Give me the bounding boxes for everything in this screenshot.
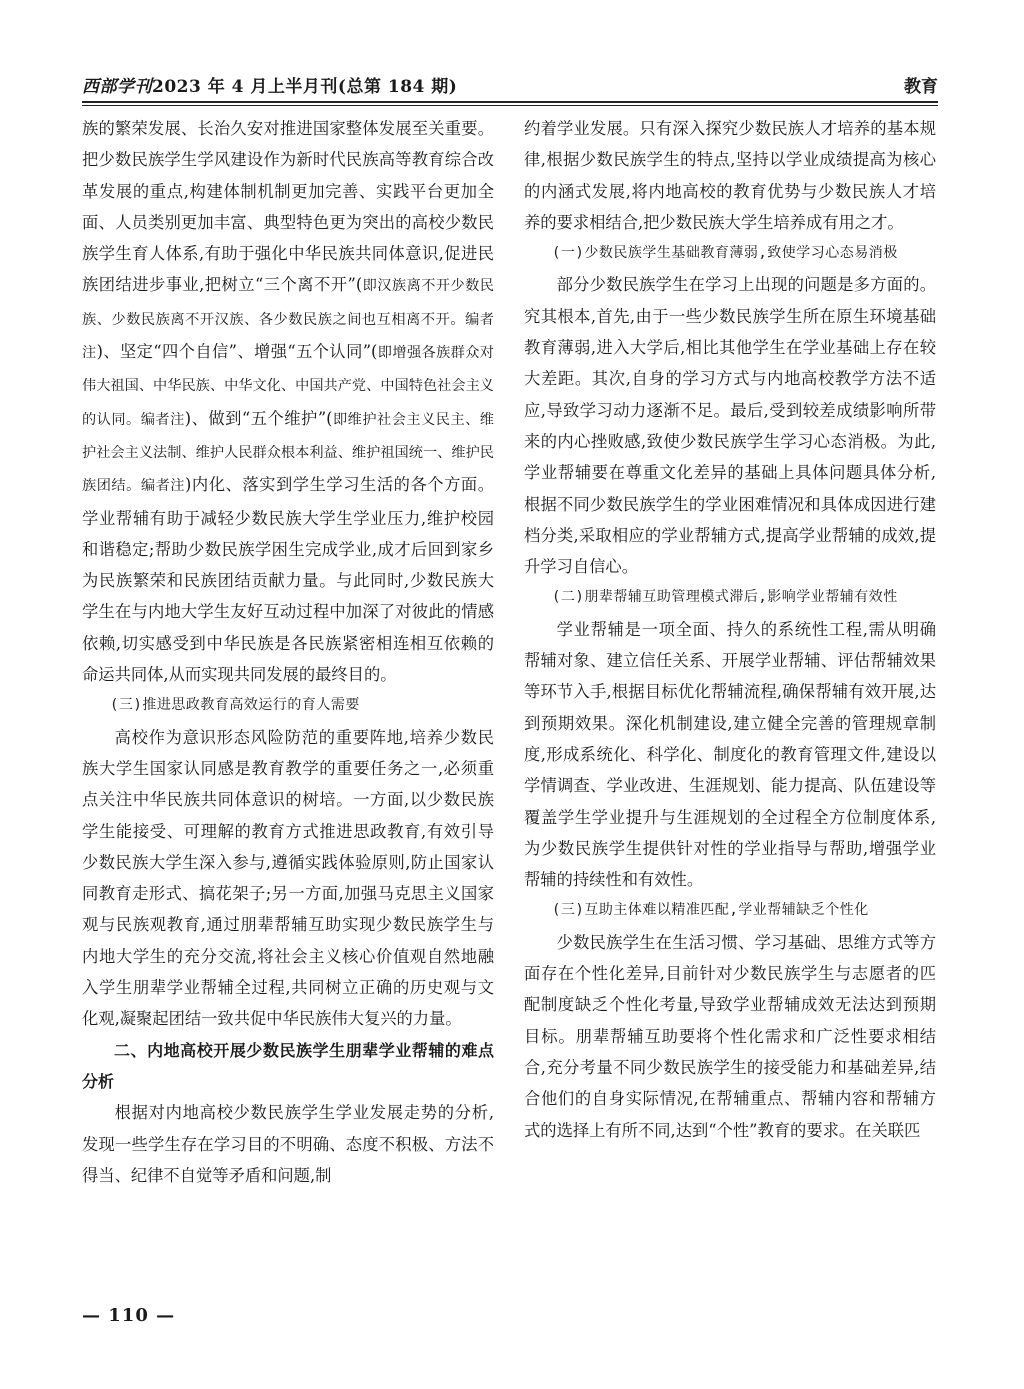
paragraph: 高校作为意识形态风险防范的重要阵地,培养少数民族大学生国家认同感是教育教学的重要任务之一,必须重点关注中华民族共同体意识的树培。一方面,以少数民族学生能接受、可理解的教育方式推进思政教育,有效引导少数民族大学生深入参与,遵循实践体验原则,防止国家认同教育走形式、搞花架子;另一方面,加强马克思主义国家观与民族观教育,通过朋辈帮辅互助实现少数民族学生与内地大学生的充分交流,将社会主义核心价值观自然地融入学生朋辈学业帮辅全过程,共同树立正确的历史观与文化观,凝聚起团结一致共促中华民族伟大复兴的力量。 — [82, 727, 494, 1029]
subsection-heading: (三)互助主体难以精准匹配,学业帮辅缺乏个性化 — [552, 902, 869, 919]
issue-info: 2023 年 4 月上半月刊(总第 184 期) — [152, 77, 458, 97]
paragraph: 根据对内地高校少数民族学生学业发展走势的分析,发现一些学生存在学习目的不明确、态度不积极、方法不得当、纪律不自觉等矛盾和问题,制 — [82, 1103, 494, 1185]
paragraph: 约着学业发展。只有深入探究少数民族人才培养的基本规律,根据少数民族学生的特点,坚持以学业成绩提高为核心的内涵式发展,将内地高校的教育优势与少数民族人才培养的要求相结合,把少数民族大学生培养成有用之才。 — [524, 119, 936, 232]
text-run: 族的繁荣发展、长治久安对推进国家整体发展至关重要。把少数民族学生学风建设作为新时代民族高等教育综合改革发展的重点,构建体制机制更加完善、实践平台更加全面、人员类别更加丰富、典型特色更为突出的高校少数民族学生育人体系,有助于强化中华民族共同体意识,促进民族团结进步事业,把树立“三个离不开”( — [82, 119, 494, 295]
right-column — [524, 113, 936, 1146]
text-run: )内化、落实到学生学习生活的各个方面。学业帮辅有助于减轻少数民族大学生学业压力,维护校园和谐稳定;帮助少数民族学困生完成学业,成才后回到家乡为民族繁荣和民族团结贡献力量。与此同时,少数民族大学生在与内地大学生友好互动过程中加深了对彼此的情感依赖,切实感受到中华民族是各民族紧密相连相互依赖的命运共同体,从而实现共同发展的最终目的。 — [82, 475, 494, 685]
text-run: )、坚定“四个自信”、增强“五个认同”( — [96, 342, 378, 362]
left-column — [82, 113, 494, 1191]
header-rule — [82, 101, 938, 103]
page-number: — 110 — — [82, 1305, 176, 1326]
editor-note: 即汉族离不开少数民族、少数民族离不开汉族、各少数民族之间也互相离不开。编者注 — [82, 278, 494, 362]
paragraph — [82, 113, 494, 690]
paragraph: 部分少数民族学生在学习上出现的问题是多方面的。究其根本,首先,由于一些少数民族学生所在原生环境基础教育薄弱,进入大学后,相比其他学生在学业基础上存在较大差距。其次,自身的学习方式与内地高校教学方法不适应,导致学习动力逐渐不足。最后,受到较差成绩影响所带来的内心挫败感,致使少数民族学生学习心态消极。为此,学业帮辅要在尊重文化差异的基础上具体问题具体分析,根据不同少数民族学生的学业困难情况和具体成因进行建档分类,采取相应的学业帮辅方式,提高学业帮辅的成效,提升学习自信心。 — [524, 275, 936, 577]
subsection-heading: (三)推进思政教育高效运行的育人需要 — [110, 697, 360, 714]
editor-note: 即增强各族群众对伟大祖国、中华民族、中华文化、中国共产党、中国特色社会主义的认同。编者注 — [82, 345, 494, 428]
paragraph: 学业帮辅是一项全面、持久的系统性工程,需从明确帮辅对象、建立信任关系、开展学业帮辅、评估帮辅效果等环节入手,根据目标优化帮辅流程,确保帮辅有效开展,达到预期效果。深化机制建设,建立健全完善的管理规章制度,形成系统化、科学化、制度化的教育管理文件,建设以学情调查、学业改进、生涯规划、能力提高、队伍建设等覆盖学生学业提升与生涯规划的全过程全方位制度体系,为少数民族学生提供针对性的学业指导与帮助,增强学业帮辅的持续性和有效性。 — [524, 619, 936, 890]
section-label: 教育 — [904, 77, 938, 97]
editor-note: 即维护社会主义民主、维护社会主义法制、维护人民群众根本利益、维护祖国统一、维护民族团结。编者注 — [82, 411, 494, 495]
journal-logo: 西部学刊 — [82, 77, 152, 97]
journal-title — [82, 72, 457, 97]
running-header — [82, 70, 938, 100]
text-run: )、做到“五个维护”( — [184, 408, 333, 428]
section-heading: 二、内地高校开展少数民族学生朋辈学业帮辅的难点分析 — [82, 1040, 494, 1091]
header-rule-thin — [82, 105, 938, 106]
paragraph: 少数民族学生在生活习惯、学习基础、思维方式等方面存在个性化差异,目前针对少数民族学生与志愿者的匹配制度缺乏个性化考量,导致学业帮辅成效无法达到预期目标。朋辈帮辅互助要将个性化需求和广泛性要求相结合,充分考量不同少数民族学生的接受能力和基础差异,结合他们的自身实际情况,在帮辅重点、帮辅内容和帮辅方式的选择上有所不同,达到“个性”教育的要求。在关联匹 — [524, 932, 936, 1140]
subsection-heading: (一)少数民族学生基础教育薄弱,致使学习心态易消极 — [552, 245, 898, 262]
subsection-heading: (二)朋辈帮辅互助管理模式滞后,影响学业帮辅有效性 — [552, 589, 898, 606]
